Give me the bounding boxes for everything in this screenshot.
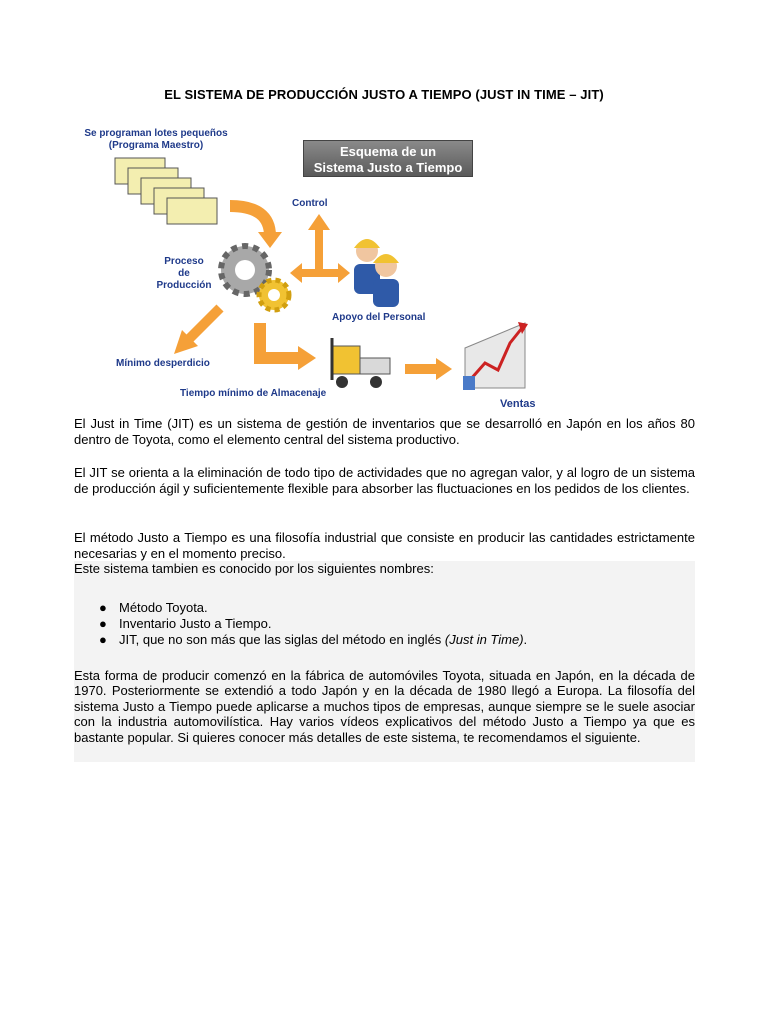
label-minimo: Mínimo desperdicio <box>116 358 210 369</box>
banner-line-2: Sistema Justo a Tiempo <box>313 160 463 175</box>
gear-icon <box>221 246 289 310</box>
shaded-section <box>74 561 695 762</box>
sales-chart-icon <box>463 322 528 390</box>
diagram-banner <box>303 140 473 177</box>
label-lotes-line-2: (Programa Maestro) <box>108 140 204 151</box>
list-item-italic: (Just in Time) <box>444 631 524 647</box>
arrow-to-waste <box>188 308 220 340</box>
label-apoyo: Apoyo del Personal <box>332 312 426 323</box>
paragraph-4: Este sistema tambien es conocido por los siguientes nombres: <box>74 561 434 576</box>
list-item-text: JIT, que no son más que las siglas del método en inglés <box>119 631 445 647</box>
bullet-dot: ● <box>99 615 107 631</box>
label-proceso-line-3: Producción <box>156 280 212 291</box>
names-list <box>74 600 695 648</box>
forklift-icon <box>332 338 390 388</box>
paragraph-5: Esta forma de producir comenzó en la fábrica de automóviles Toyota, situada en Japón, en la década de 1970. Posteriormente se extendió a todo Japón y en la década de 1980 llegó a Europa. La filosofía del sistema Justo a Tiempo puede aplicarse a muchos tipos de empresas, aunque siempre se le suele asociar con la industria automovilística. Hay varios vídeos explicativos del método Justo a Tiempo ya que es bastante popular. Si quieres conocer más detalles de este sistema, te recomendamos el siguiente. <box>74 667 695 745</box>
list-item-end: . <box>523 631 528 647</box>
arrow-to-storage <box>260 323 300 358</box>
label-lotes <box>76 128 236 152</box>
list-item <box>74 632 695 648</box>
paragraph-1: El Just in Time (JIT) es un sistema de gestión de inventarios que se desarrolló en Japón en los años 80 dentro de Toyota, como el elemento central del sistema productivo. <box>74 416 695 447</box>
jit-diagram <box>70 118 540 418</box>
list-item <box>74 616 695 632</box>
label-proceso <box>152 256 216 292</box>
workers-icon <box>354 239 399 307</box>
list-item-text: Inventario Justo a Tiempo. <box>119 615 272 631</box>
label-proceso-line-2: de <box>178 268 190 279</box>
bullet-dot: ● <box>99 631 107 647</box>
list-item <box>74 600 695 616</box>
label-almacenaje: Tiempo mínimo de Almacenaje <box>180 388 327 399</box>
arrow-to-process <box>230 206 270 236</box>
label-control: Control <box>292 198 328 209</box>
paragraph-2: El JIT se orienta a la eliminación de todo tipo de actividades que no agregan valor, y al logro de un sistema de producción ágil y suficientemente flexible para absorber las fluctuaciones en los pedidos de los clientes. <box>74 465 695 496</box>
page-title: EL SISTEMA DE PRODUCCIÓN JUSTO A TIEMPO (JUST IN TIME – JIT) <box>164 87 604 102</box>
list-item-text: Método Toyota. <box>119 599 208 615</box>
folder-stack-icon <box>115 158 217 224</box>
paragraph-3: El método Justo a Tiempo es una filosofía industrial que consiste en producir las cantidades estrictamente necesarias y en el momento preciso. <box>74 530 695 561</box>
label-proceso-line-1: Proceso <box>164 256 204 267</box>
label-ventas: Ventas <box>500 398 536 410</box>
label-lotes-line-1: Se programan lotes pequeños <box>84 128 228 139</box>
bullet-dot: ● <box>99 599 107 615</box>
banner-line-1: Esquema de un <box>339 144 437 159</box>
